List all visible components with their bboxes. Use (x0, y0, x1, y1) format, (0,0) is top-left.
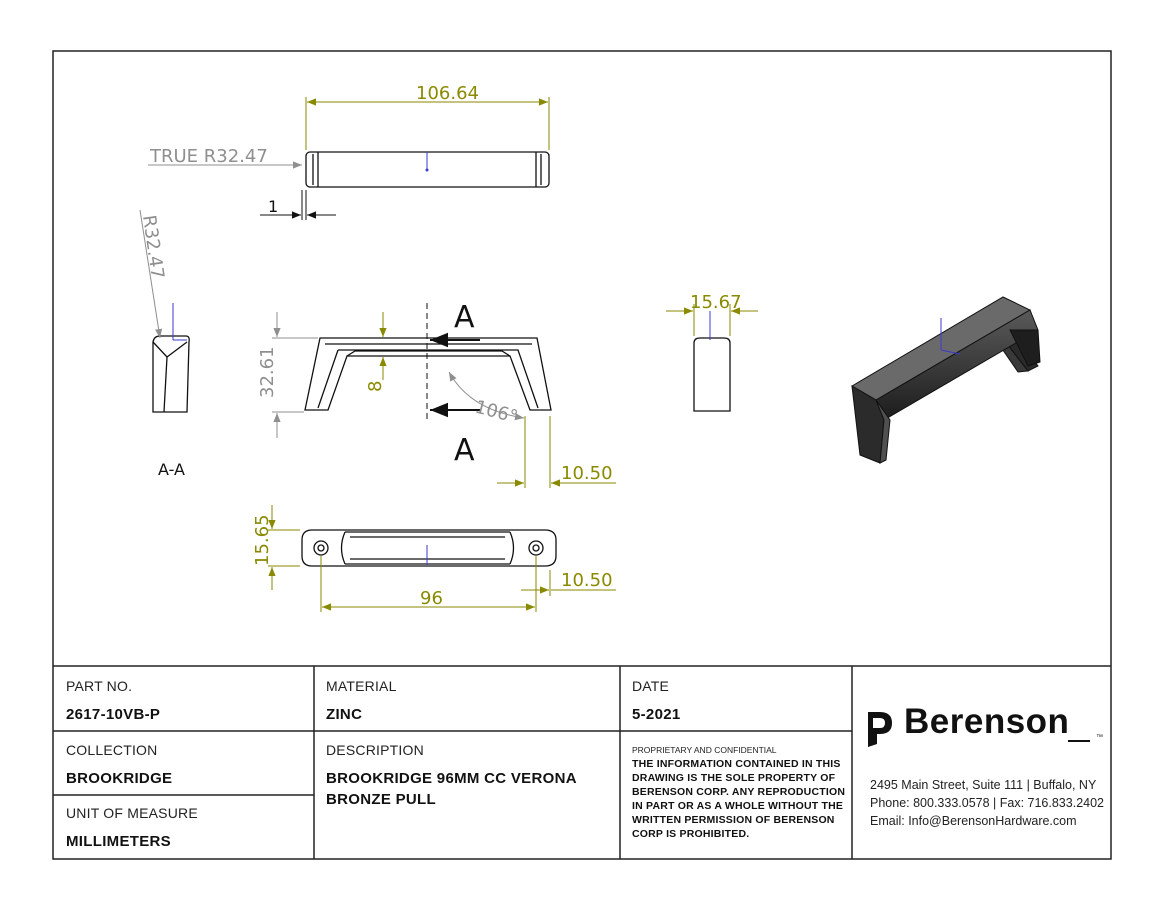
material-value: ZINC (326, 706, 363, 723)
confidential-line-3: BERENSON CORP. ANY REPRODUCTION (632, 786, 846, 798)
section-cut-line (427, 300, 480, 468)
date-cell (632, 678, 681, 723)
confidential-line-1: THE INFORMATION CONTAINED IN THIS (632, 758, 841, 770)
collection-label: COLLECTION (66, 742, 158, 758)
top-view (306, 152, 549, 187)
confidential-line-6: CORP IS PROHIBITED. (632, 828, 750, 840)
dim-true-radius (148, 146, 302, 167)
confidential-line-4: IN PART OR AS A WHOLE WITHOUT THE (632, 800, 844, 812)
front-view (305, 338, 551, 410)
description-cell (326, 742, 577, 808)
part-no-cell (66, 678, 160, 723)
date-value: 5-2021 (632, 706, 681, 723)
description-line-1: BROOKRIDGE 96MM CC VERONA (326, 770, 577, 787)
material-cell (326, 678, 397, 723)
part-no-value: 2617-10VB-P (66, 706, 161, 723)
company-address: 2495 Main Street, Suite 111 | Buffalo, NY (870, 778, 1097, 792)
description-line-2: BRONZE PULL (326, 791, 436, 808)
company-cell (870, 702, 1105, 830)
dim-foot-width-front-label: 10.50 (561, 463, 613, 484)
dim-depth-bottom-label: 15.65 (252, 514, 273, 566)
unit-cell (66, 805, 198, 850)
dim-end-offset (260, 190, 336, 220)
isometric-view (852, 297, 1040, 463)
section-aa-label: A-A (158, 460, 185, 479)
dim-overall-length-label: 106.64 (416, 83, 479, 104)
dim-foot-width-bottom-label: 10.50 (561, 570, 613, 591)
dim-bar-thickness (365, 312, 386, 392)
dim-angle-label: 106° (472, 396, 521, 429)
dim-height-label: 32.61 (257, 346, 278, 398)
section-label-a-top: A (454, 300, 475, 335)
part-no-label: PART NO. (66, 678, 133, 694)
dim-depth-side (666, 292, 758, 336)
dim-radius-label: R32.47 (138, 213, 168, 281)
confidential-line-5: WRITTEN PERMISSION OF BERENSON (632, 814, 835, 826)
dim-true-radius-label: TRUE R32.47 (150, 146, 268, 167)
dim-overall-length (306, 83, 549, 150)
dim-center-to-center-label: 96 (420, 588, 443, 609)
dim-radius (138, 210, 168, 338)
dim-height (257, 312, 318, 438)
unit-label: UNIT OF MEASURE (66, 805, 198, 821)
bottom-view (302, 530, 556, 566)
dim-bar-thickness-label: 8 (365, 380, 386, 392)
company-email: Email: Info@BerensonHardware.com (870, 814, 1077, 828)
dim-angle (449, 372, 524, 428)
material-label: MATERIAL (326, 678, 397, 694)
unit-value: MILLIMETERS (66, 833, 171, 850)
date-label: DATE (632, 678, 670, 694)
dim-foot-width-bottom (521, 570, 616, 596)
dim-depth-side-label: 15.67 (690, 292, 742, 313)
description-label: DESCRIPTION (326, 742, 424, 758)
company-phone: Phone: 800.333.0578 | Fax: 716.833.2402 (870, 796, 1104, 810)
company-name: Berenson (904, 702, 1070, 741)
section-view-a-a (153, 303, 189, 412)
confidential-cell (632, 745, 847, 841)
confidential-heading: PROPRIETARY AND CONFIDENTIAL (632, 745, 777, 755)
confidential-line-2: DRAWING IS THE SOLE PROPERTY OF (632, 772, 836, 784)
collection-value: BROOKRIDGE (66, 770, 173, 787)
dim-depth-bottom (252, 505, 300, 590)
trademark-symbol: ™ (1096, 734, 1103, 741)
collection-cell (66, 742, 172, 787)
side-view (694, 311, 730, 411)
dim-end-offset-label: 1 (268, 197, 279, 216)
section-label-a-bottom: A (454, 433, 475, 468)
